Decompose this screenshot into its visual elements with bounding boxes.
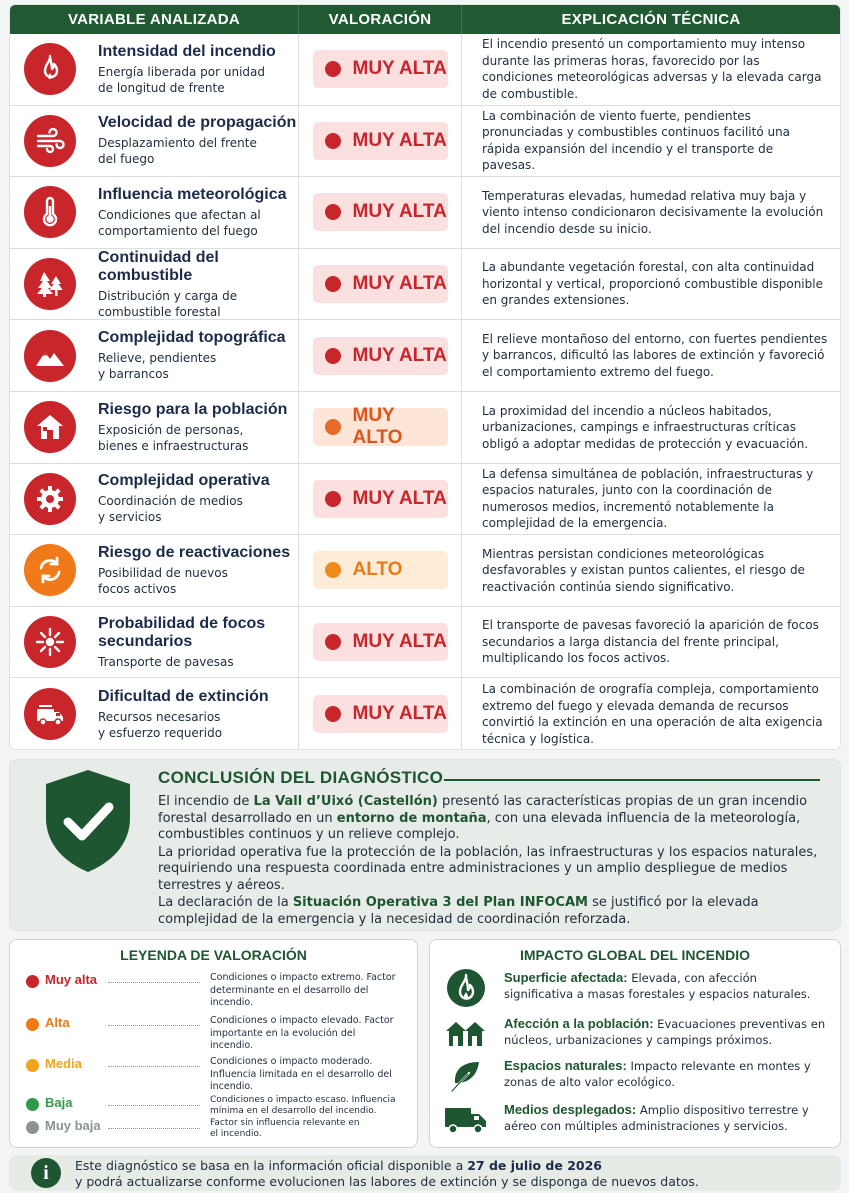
- table-header: [10, 5, 840, 34]
- variable-sub: Transporte de pavesas: [98, 654, 234, 669]
- variable-sub: bienes e infraestructuras: [98, 438, 249, 453]
- variable-sub: Desplazamiento del frente: [98, 136, 257, 151]
- variable-sub: Coordinación de medios: [98, 494, 243, 509]
- fire-icon: [24, 43, 76, 95]
- variable-sub: Posibilidad de nuevos: [98, 565, 228, 580]
- rating-badge: [313, 193, 448, 231]
- legend-label: Muy alta: [45, 972, 98, 987]
- sparks-icon: [24, 616, 76, 668]
- rating-badge: [313, 480, 448, 518]
- table-row: [10, 392, 840, 464]
- variable-title: Complejidad topográfica: [98, 329, 286, 347]
- house-icon: [24, 401, 76, 453]
- table-row: [10, 678, 840, 750]
- legend-label: Alta: [45, 1015, 70, 1030]
- rating-dot: [325, 276, 341, 292]
- dotted-leader: [108, 1128, 200, 1129]
- legend-dot: [26, 1098, 39, 1111]
- houses-icon: [444, 1014, 488, 1054]
- conclusion-paragraph: El incendio de La Vall d’Uixó (Castellón) presentó las características propias de un gran incendio forestal desarrollado en un entorno de montaña, con una elevada influencia de la meteorología, combustibles continuos y un relieve complejo.: [158, 794, 808, 842]
- variable-title: Influencia meteorológica: [98, 185, 287, 203]
- variable-sub: Distribución y carga de: [98, 288, 238, 303]
- impact-item: [444, 1100, 832, 1144]
- variable-sub: Energía liberada por unidad: [98, 64, 265, 79]
- conclusion-paragraph: La prioridad operativa fue la protección de la población, las infraestructuras y los espacios naturales, requiriendo una respuesta coordinada entre administraciones y un amplio despliegue de medios terrestres y aéreos.: [158, 844, 818, 893]
- legend-item: [26, 972, 406, 1012]
- rating-label: MUY ALTA: [352, 703, 447, 725]
- explanation-text: La proximidad del incendio a núcleos habitados, urbanizaciones, campings e infraestructuras críticas obligó a adoptar medidas de protección y evacuación.: [482, 403, 809, 451]
- conclusion-body: [158, 794, 818, 929]
- dotted-leader: [108, 1066, 200, 1067]
- rating-badge: [313, 265, 448, 303]
- table-row: [10, 34, 840, 106]
- legend-item: [26, 1056, 406, 1096]
- legend-description: Condiciones o impacto escaso. Influencia mínima en el desarrollo del incendio.: [210, 1095, 396, 1116]
- impact-title: IMPACTO GLOBAL DEL INCENDIO: [520, 947, 750, 963]
- variable-sub: Relieve, pendientes: [98, 351, 217, 366]
- legend-dot: [26, 1121, 39, 1134]
- table-row: [10, 607, 840, 679]
- explanation-text: Mientras persistan condiciones meteorológicas desfavorables y existan puntos calientes, el riesgo de reactivación continúa siendo significativo.: [482, 546, 805, 594]
- rating-badge: [313, 623, 448, 661]
- rating-label: MUY ALTA: [352, 631, 447, 653]
- rating-label: MUY ALTA: [352, 201, 447, 223]
- legend-description: Condiciones o impacto extremo. Factor determinante en el desarrollo del incendio.: [210, 972, 396, 1008]
- impact-text: Medios desplegados: Amplio dispositivo terrestre y aéreo con múltiples administraciones y servicios.: [504, 1102, 809, 1133]
- trees-icon: [24, 258, 76, 310]
- impact-panel: [429, 939, 841, 1148]
- impact-item: [444, 968, 832, 1012]
- rating-badge: [313, 50, 448, 88]
- legend-description: Condiciones o impacto moderado. Influencia limitada en el desarrollo del incendio.: [210, 1056, 392, 1092]
- impact-text: Espacios naturales: Impacto relevante en montes y zonas de alto valor ecológico.: [504, 1058, 811, 1089]
- mountain-icon: [24, 330, 76, 382]
- legend-item: [26, 1095, 406, 1117]
- rating-label: MUY ALTA: [352, 487, 447, 509]
- wind-icon: [24, 115, 76, 167]
- info-icon: i: [31, 1158, 61, 1188]
- variable-title: Continuidad del combustible: [98, 248, 219, 284]
- rating-dot: [325, 204, 341, 220]
- variable-sub: de longitud de frente: [98, 80, 225, 95]
- rating-label: MUY ALTA: [352, 273, 447, 295]
- explanation-text: La combinación de orografía compleja, comportamiento extremo del fuego y elevada demanda de recursos convirtió la extinción en una operación de alta exigencia técnica y logística.: [482, 682, 823, 746]
- dotted-leader: [108, 1105, 200, 1106]
- explanation-text: La combinación de viento fuerte, pendientes pronunciadas y combustibles continuos facilitó una rápida expansión del incendio y el transporte de pavesas.: [482, 108, 791, 173]
- explanation-text: El incendio presentó un comportamiento muy intenso durante las primeras horas, favorecido por las condiciones meteorológicas adversas y la elevada carga de combustible.: [482, 37, 822, 101]
- rating-badge: [313, 405, 448, 449]
- variable-title: Intensidad del incendio: [98, 42, 276, 60]
- rating-badge: [313, 337, 448, 375]
- conclusion-title: CONCLUSIÓN DEL DIAGNÓSTICO: [158, 768, 444, 787]
- variable-sub: y esfuerzo requerido: [98, 725, 223, 740]
- legend-label: Media: [45, 1056, 82, 1071]
- legend-dot: [26, 975, 39, 988]
- rating-label: MUY ALTA: [352, 58, 447, 80]
- divider: [444, 779, 820, 781]
- fire-icon: [444, 968, 488, 1008]
- table-row: [10, 535, 840, 607]
- explanation-text: Temperaturas elevadas, humedad relativa muy baja y viento intenso condicionaron decisivamente la evolución del incendio desde su inicio.: [482, 188, 824, 236]
- header-variable: VARIABLE ANALIZADA: [67, 11, 241, 28]
- rating-dot: [325, 562, 341, 578]
- dotted-leader: [108, 982, 200, 983]
- rating-dot: [325, 348, 341, 364]
- fire-truck-icon: [24, 688, 76, 740]
- rating-dot: [325, 491, 341, 507]
- thermometer-icon: [24, 186, 76, 238]
- explanation-text: El transporte de pavesas favoreció la aparición de focos secundarios a larga distancia del frente principal, multiplicando los focos activos.: [482, 618, 819, 666]
- variable-sub: focos activos: [98, 581, 177, 596]
- table-row: [10, 177, 840, 249]
- legend-panel: [9, 939, 418, 1148]
- header-explanation: EXPLICACIÓN TÉCNICA: [561, 11, 741, 28]
- impact-item: [444, 1056, 832, 1100]
- gear-icon: [24, 473, 76, 525]
- assessment-table: [9, 4, 841, 750]
- rating-dot: [325, 706, 341, 722]
- rating-label: ALTO: [352, 559, 403, 581]
- impact-item: [444, 1014, 832, 1058]
- footer-text: Este diagnóstico se basa en la información oficial disponible a 27 de julio de 2026 y podrá actualizarse conforme evolucionen las labores de extinción y se disponga de nuevos datos.: [75, 1158, 699, 1189]
- legend-description: Factor sin influencia relevante en el incendio.: [210, 1118, 360, 1139]
- legend-dot: [26, 1018, 39, 1031]
- refresh-icon: [24, 544, 76, 596]
- table-row: [10, 249, 840, 321]
- footer-note: [9, 1155, 841, 1191]
- table-row: [10, 320, 840, 392]
- rating-dot: [325, 133, 341, 149]
- rating-dot: [325, 419, 341, 435]
- variable-title: Probabilidad de focos secundarios: [98, 614, 266, 650]
- impact-text: Afección a la población: Evacuaciones preventivas en núcleos, urbanizaciones y campings próximos.: [504, 1016, 826, 1047]
- variable-sub: comportamiento del fuego: [98, 223, 258, 238]
- rating-label: MUY ALTO: [352, 405, 403, 449]
- impact-text: Superficie afectada: Elevada, con afección significativa a masas forestales y espacios naturales.: [504, 970, 811, 1001]
- explanation-text: El relieve montañoso del entorno, con fuertes pendientes y barrancos, dificultó las labores de extinción y favoreció el comportamiento extremo del fuego.: [482, 331, 828, 379]
- rating-label: MUY ALTA: [352, 344, 447, 366]
- legend-label: Muy baja: [45, 1118, 101, 1133]
- variable-title: Velocidad de propagación: [98, 114, 297, 132]
- legend-item: [26, 1015, 406, 1055]
- header-rating: VALORACIÓN: [298, 5, 462, 34]
- rating-badge: [313, 122, 448, 160]
- rating-badge: [313, 551, 448, 589]
- dotted-leader: [108, 1025, 200, 1026]
- rating-dot: [325, 61, 341, 77]
- rating-badge: [313, 695, 448, 733]
- variable-sub: Condiciones que afectan al: [98, 207, 261, 222]
- conclusion-panel: [9, 759, 841, 931]
- rating-label: MUY ALTA: [352, 129, 447, 151]
- variable-title: Riesgo para la población: [98, 400, 288, 418]
- rating-dot: [325, 634, 341, 650]
- shield-check-icon: [38, 768, 138, 874]
- truck-icon: [444, 1100, 488, 1140]
- table-row: [10, 106, 840, 178]
- variable-title: Complejidad operativa: [98, 472, 270, 490]
- variable-sub: Exposición de personas,: [98, 422, 244, 437]
- legend-title: LEYENDA DE VALORACIÓN: [120, 947, 307, 963]
- leaf-icon: [444, 1056, 488, 1096]
- conclusion-paragraph: La declaración de la Situación Operativa 3 del Plan INFOCAM se justificó por la elevada complejidad de la emergencia y la necesidad de coordinación reforzada.: [158, 895, 759, 927]
- variable-sub: y barrancos: [98, 367, 169, 382]
- variable-title: Dificultad de extinción: [98, 687, 269, 705]
- explanation-text: La defensa simultánea de población, infraestructuras y espacios naturales, junto con la coordinación de numerosos medios, incrementó notablemente la complejidad de la emergencia.: [482, 466, 814, 531]
- variable-sub: del fuego: [98, 152, 155, 167]
- variable-title: Riesgo de reactivaciones: [98, 543, 291, 561]
- variable-sub: y servicios: [98, 510, 162, 525]
- explanation-text: La abundante vegetación forestal, con alta continuidad horizontal y vertical, proporcionó combustible disponible en grandes extensiones.: [482, 260, 823, 308]
- legend-dot: [26, 1059, 39, 1072]
- legend-description: Condiciones o impacto elevado. Factor importante en la evolución del incendio.: [210, 1015, 394, 1051]
- variable-sub: Recursos necesarios: [98, 709, 221, 724]
- variable-sub: combustible forestal: [98, 304, 221, 319]
- legend-item: [26, 1118, 406, 1142]
- legend-label: Baja: [45, 1095, 73, 1110]
- table-row: [10, 464, 840, 536]
